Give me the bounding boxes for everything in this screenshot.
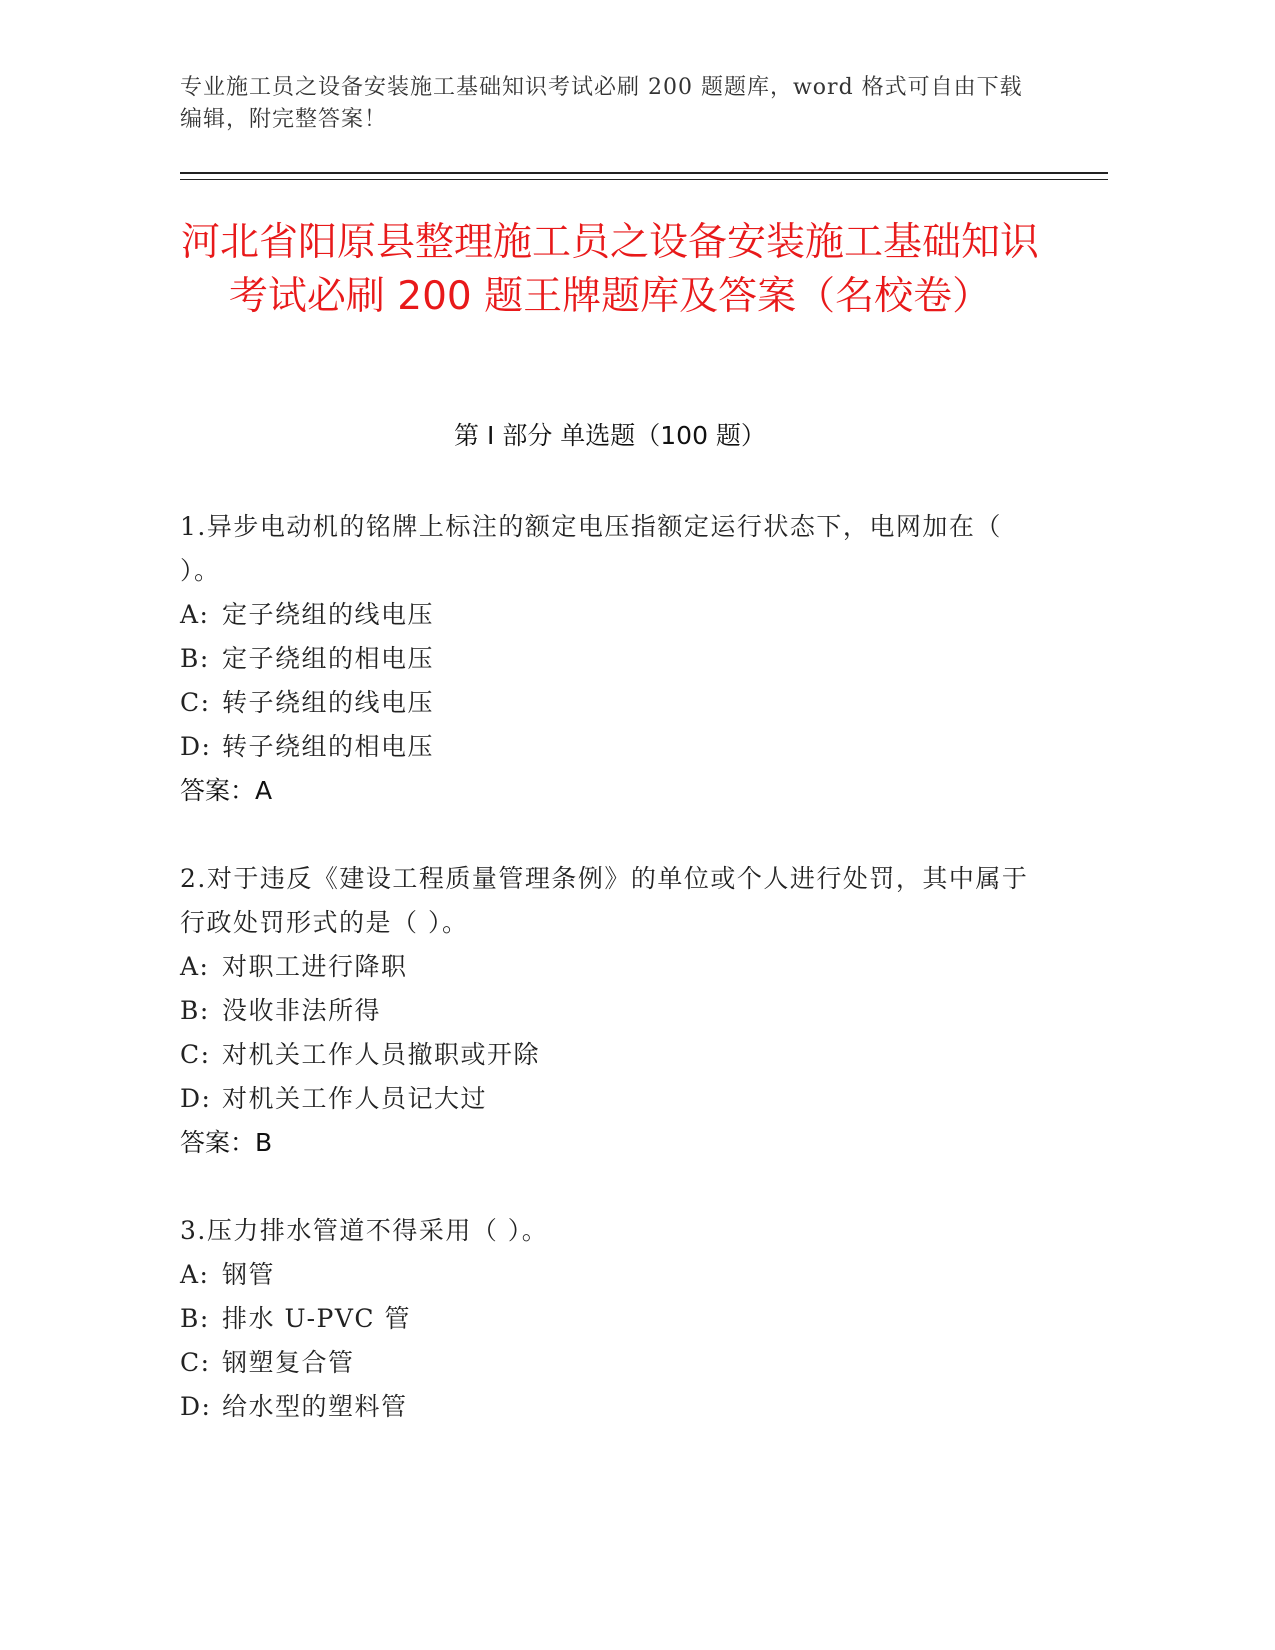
option-text: 定子绕组的相电压 [222,644,435,673]
option-text: 对职工进行降职 [222,952,408,981]
question-list [180,505,1040,1473]
option-text: 转子绕组的线电压 [222,688,435,717]
question-stem: 3.压力排水管道不得采用（ ）。 [180,1216,549,1245]
question-stem: 1.异步电动机的铭牌上标注的额定电压指额定运行状态下，电网加在（ ）。 [180,512,1002,585]
header-rule-thick [180,172,1108,174]
section-heading: 第 I 部分 单选题（100 题） [454,421,766,450]
option-c [180,1033,1040,1077]
option-key: A: [180,952,210,981]
option-text: 没收非法所得 [222,996,382,1025]
header-note: 专业施工员之设备安装施工基础知识考试必刷 200 题题库，word 格式可自由下载编辑，附完整答案！ [180,75,1023,132]
question-stem: 2.对于违反《建设工程质量管理条例》的单位或个人进行处罚，其中属于行政处罚形式的是（ ）。 [180,864,1029,937]
header-rule-thin [180,179,1108,180]
option-key: B: [180,996,210,1025]
option-b [180,1297,1040,1341]
option-key: C: [180,688,211,717]
option-d [180,1077,1040,1121]
option-key: C: [180,1348,211,1377]
option-key: B: [180,1304,210,1333]
option-key: B: [180,644,210,673]
option-b [180,637,1040,681]
option-key: A: [180,600,210,629]
option-c [180,1341,1040,1385]
option-text: 对机关工作人员记大过 [222,1084,488,1113]
option-a [180,593,1040,637]
option-key: D: [180,732,212,761]
option-text: 钢管 [222,1260,276,1289]
option-c [180,681,1040,725]
option-b [180,989,1040,1033]
option-text: 定子绕组的线电压 [222,600,435,629]
question-1 [180,505,1040,813]
option-a [180,945,1040,989]
answer-line: 答案：A [180,776,273,805]
option-key: D: [180,1392,212,1421]
option-text: 对机关工作人员撤职或开除 [222,1040,541,1069]
option-a [180,1253,1040,1297]
option-text: 钢塑复合管 [222,1348,355,1377]
answer-line: 答案：B [180,1128,273,1157]
option-key: D: [180,1084,212,1113]
option-key: C: [180,1040,211,1069]
option-text: 转子绕组的相电压 [222,732,435,761]
option-key: A: [180,1260,210,1289]
option-text: 给水型的塑料管 [222,1392,408,1421]
question-3 [180,1209,1040,1429]
option-d [180,1385,1040,1429]
option-d [180,725,1040,769]
document-title: 河北省阳原县整理施工员之设备安装施工基础知识考试必刷 200 题王牌题库及答案（名校卷） [180,220,1039,319]
question-2 [180,857,1040,1165]
option-text: 排水 U-PVC 管 [222,1304,411,1333]
